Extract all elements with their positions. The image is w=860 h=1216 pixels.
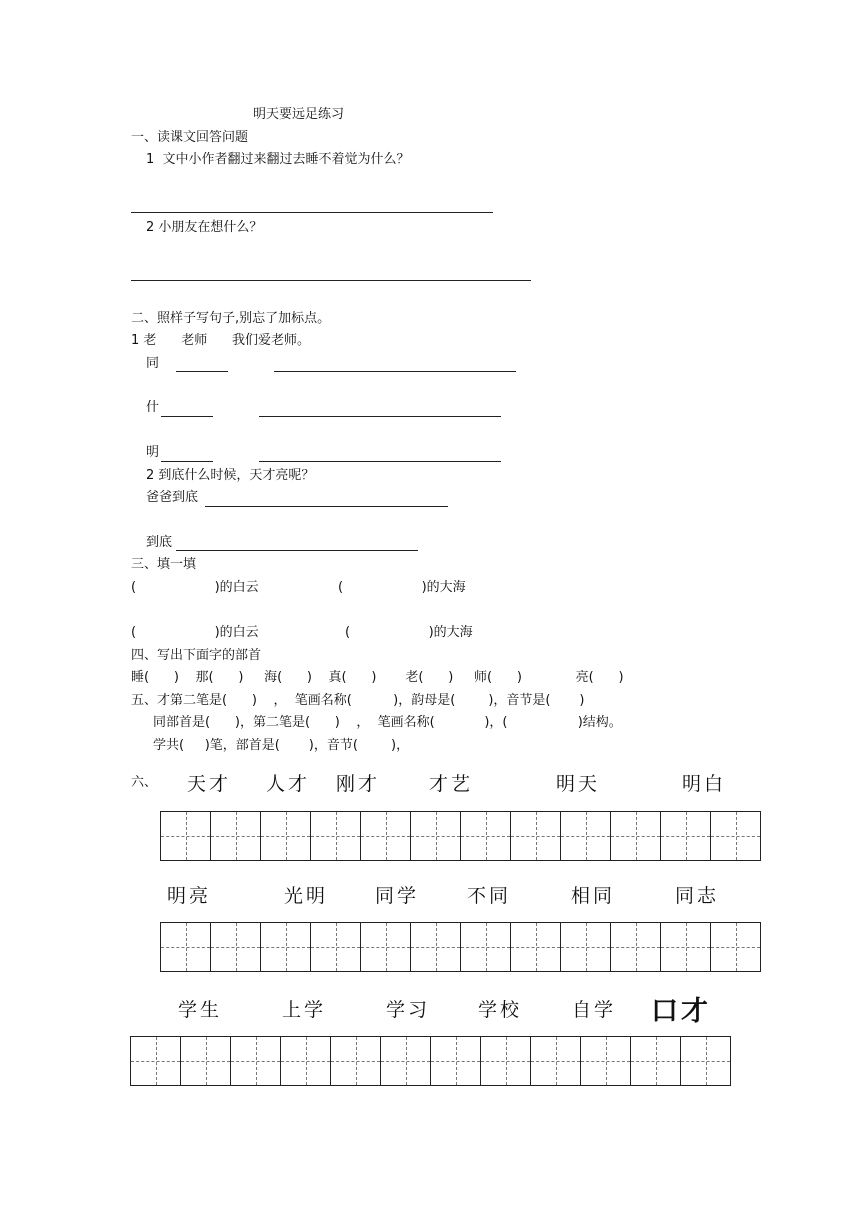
fill-2b: ( )的大海 <box>345 625 473 640</box>
writing-cell[interactable] <box>360 922 411 972</box>
word: 明亮 <box>167 885 212 907</box>
section-3-heading: 三、填一填 <box>131 557 197 572</box>
section-5-line-3: 学共( )笔，部首是( )，音节( )， <box>153 738 410 753</box>
writing-cell[interactable] <box>380 1036 431 1086</box>
writing-cell[interactable] <box>610 922 661 972</box>
sentence-prompt-1: 爸爸到底 <box>146 490 199 505</box>
writing-cell[interactable] <box>660 811 711 861</box>
writing-cell[interactable] <box>480 1036 531 1086</box>
writing-cell[interactable] <box>130 1036 181 1086</box>
writing-cell[interactable] <box>610 811 661 861</box>
writing-cell[interactable] <box>260 811 311 861</box>
fill-1b: ( )的大海 <box>338 580 466 595</box>
writing-cell[interactable] <box>460 922 511 972</box>
section-6-label: 六、 <box>131 775 158 790</box>
writing-cell[interactable] <box>680 1036 731 1086</box>
word: 同志 <box>675 885 720 907</box>
writing-cell[interactable] <box>310 922 361 972</box>
writing-cell[interactable] <box>630 1036 681 1086</box>
word: 明天 <box>556 773 601 795</box>
word-blank-3[interactable] <box>161 461 213 462</box>
writing-grid-2[interactable] <box>160 922 760 972</box>
writing-cell[interactable] <box>230 1036 281 1086</box>
word: 相同 <box>571 885 616 907</box>
sentence-blank-3[interactable] <box>259 461 501 462</box>
writing-cell[interactable] <box>660 922 711 972</box>
word: 人才 <box>266 773 311 795</box>
word: 学习 <box>386 999 431 1021</box>
question-2: 2 小朋友在想什么？ <box>146 220 263 235</box>
section-5-line-2: 同部首是( )，第二笔是( ) ， 笔画名称( )，( )结构。 <box>153 715 622 730</box>
question-2-2: 2 到底什么时候，天才亮呢？ <box>146 468 315 483</box>
writing-cell[interactable] <box>560 811 611 861</box>
writing-cell[interactable] <box>530 1036 581 1086</box>
answer-line-1[interactable] <box>131 212 493 213</box>
writing-cell[interactable] <box>330 1036 381 1086</box>
writing-cell[interactable] <box>460 811 511 861</box>
word-large: 口才 <box>651 996 711 1027</box>
answer-line-2[interactable] <box>131 280 531 281</box>
writing-cell[interactable] <box>260 922 311 972</box>
writing-cell[interactable] <box>160 811 211 861</box>
writing-cell[interactable] <box>510 922 561 972</box>
writing-grid-1[interactable] <box>160 811 760 861</box>
writing-cell[interactable] <box>560 922 611 972</box>
word: 学生 <box>178 999 223 1021</box>
word: 同学 <box>375 885 420 907</box>
writing-cell[interactable] <box>210 922 261 972</box>
section-2-heading: 二、照样子写句子,别忘了加标点。 <box>131 311 331 326</box>
word: 不同 <box>467 885 512 907</box>
example-sentence: 1 老 老师 我们爱老师。 <box>131 333 310 348</box>
section-4-heading: 四、写出下面字的部首 <box>131 648 262 663</box>
sentence-blank-2[interactable] <box>259 416 501 417</box>
word-prompt-1: 同 <box>146 356 160 371</box>
writing-cell[interactable] <box>710 922 761 972</box>
writing-cell[interactable] <box>430 1036 481 1086</box>
writing-cell[interactable] <box>280 1036 331 1086</box>
writing-cell[interactable] <box>410 922 461 972</box>
section-5-line-1: 五、才第二笔是( ) ， 笔画名称( )，韵母是( )，音节是( ) <box>131 693 585 708</box>
word: 学校 <box>478 999 523 1021</box>
word: 刚才 <box>336 773 381 795</box>
word-blank-1[interactable] <box>176 371 228 372</box>
writing-cell[interactable] <box>210 811 261 861</box>
word: 光明 <box>284 885 329 907</box>
word: 明白 <box>682 773 727 795</box>
writing-cell[interactable] <box>360 811 411 861</box>
writing-grid-3[interactable] <box>130 1036 730 1086</box>
word-prompt-3: 明 <box>146 445 160 460</box>
writing-cell[interactable] <box>710 811 761 861</box>
word: 自学 <box>572 999 617 1021</box>
writing-cell[interactable] <box>510 811 561 861</box>
sentence-blank-4[interactable] <box>205 506 448 507</box>
writing-cell[interactable] <box>160 922 211 972</box>
sentence-blank-1[interactable] <box>274 371 516 372</box>
radical-row: 睡( ) 那( ) 海( ) 真( ) 老( ) 师( ) 亮( ) <box>131 670 624 685</box>
sentence-blank-5[interactable] <box>176 550 418 551</box>
writing-cell[interactable] <box>180 1036 231 1086</box>
sentence-prompt-2: 到底 <box>146 535 173 550</box>
question-1: 1 文中小作者翻过来翻过去睡不着觉为什么？ <box>146 152 410 167</box>
word: 上学 <box>282 999 327 1021</box>
word-blank-2[interactable] <box>161 416 213 417</box>
word: 才艺 <box>429 773 474 795</box>
word-prompt-2: 什 <box>146 400 160 415</box>
fill-2a: ( )的白云 <box>131 625 259 640</box>
section-1-heading: 一、读课文回答问题 <box>131 130 249 145</box>
writing-cell[interactable] <box>410 811 461 861</box>
fill-1a: ( )的白云 <box>131 580 259 595</box>
word: 天才 <box>187 773 232 795</box>
writing-cell[interactable] <box>310 811 361 861</box>
worksheet-title: 明天要远足练习 <box>253 107 345 122</box>
writing-cell[interactable] <box>580 1036 631 1086</box>
